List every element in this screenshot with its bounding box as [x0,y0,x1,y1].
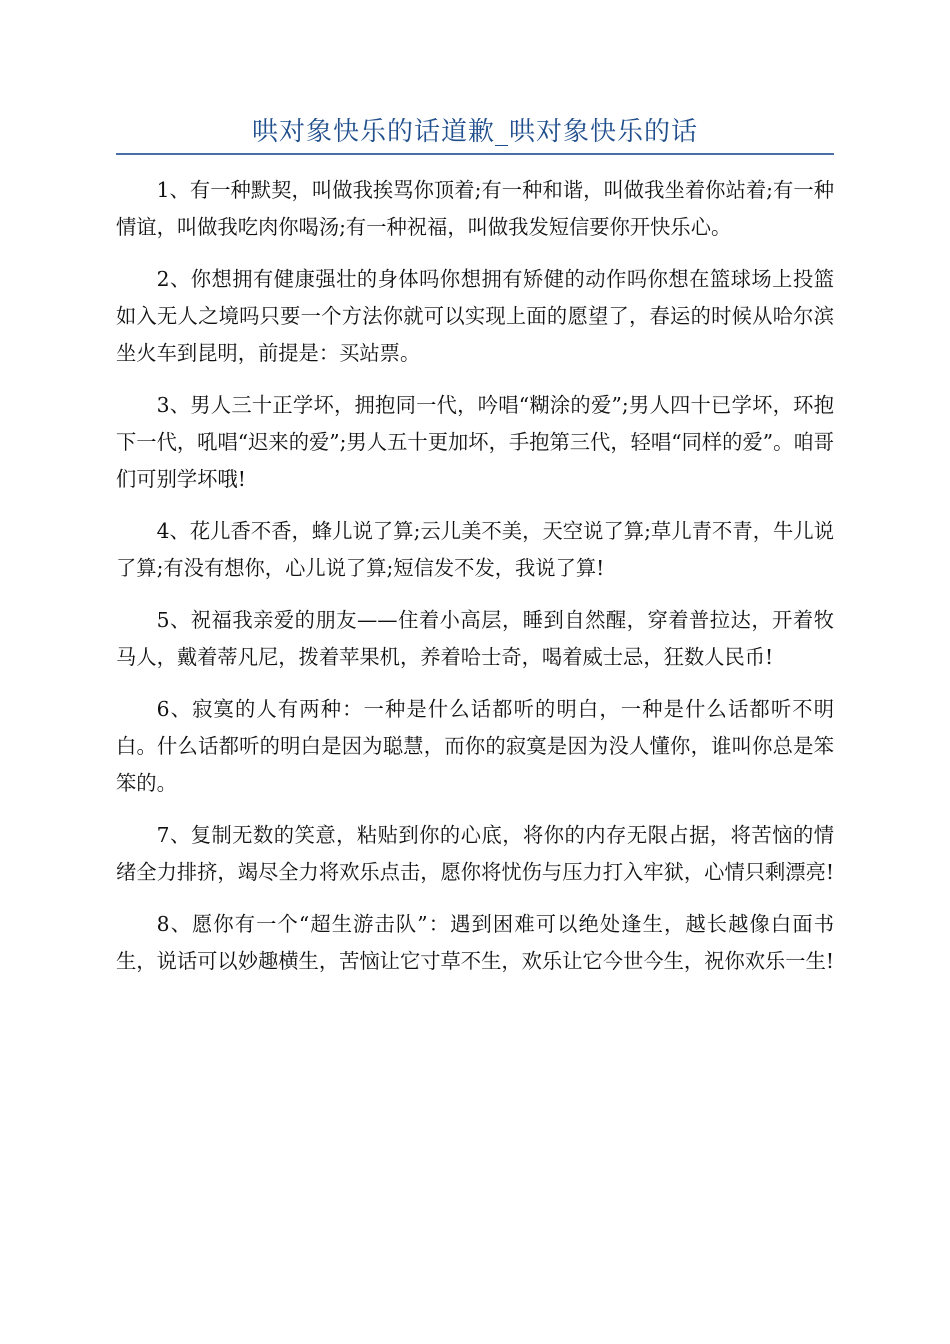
paragraph-2: 2、你想拥有健康强壮的身体吗你想拥有矫健的动作吗你想在篮球场上投篮如入无人之境吗只要一个方法你就可以实现上面的愿望了，春运的时候从哈尔滨坐火车到昆明，前提是：买站票。 [116,267,834,365]
paragraph-1: 1、有一种默契，叫做我挨骂你顶着;有一种和谐，叫做我坐着你站着;有一种情谊，叫做我吃肉你喝汤;有一种祝福，叫做我发短信要你开快乐心。 [116,178,834,239]
paragraph-8: 8、愿你有一个“超生游击队”：遇到困难可以绝处逢生，越长越像白面书生，说话可以妙趣横生，苦恼让它寸草不生，欢乐让它今世今生，祝你欢乐一生! [116,912,834,973]
paragraph-7: 7、复制无数的笑意，粘贴到你的心底，将你的内存无限占据，将苦恼的情绪全力排挤，竭尽全力将欢乐点击，愿你将忧伤与压力打入牢狱，心情只剩漂亮! [116,823,834,884]
document-body [116,172,834,995]
document-title: 哄对象快乐的话道歉_哄对象快乐的话 [251,117,698,147]
paragraph-4: 4、花儿香不香，蜂儿说了算;云儿美不美，天空说了算;草儿青不青，牛儿说了算;有没有想你，心儿说了算;短信发不发，我说了算! [116,519,834,580]
paragraph-5: 5、祝福我亲爱的朋友——住着小高层，睡到自然醒，穿着普拉达，开着牧马人，戴着蒂凡尼，拨着苹果机，养着哈士奇，喝着威士忌，狂数人民币! [116,608,834,669]
paragraph-3: 3、男人三十正学坏，拥抱同一代，吟唱“糊涂的爱”;男人四十已学坏，环抱下一代，吼唱“迟来的爱”;男人五十更加坏，手抱第三代，轻唱“同样的爱”。咱哥们可别学坏哦! [116,393,834,491]
title-underline [116,153,834,155]
paragraph-6: 6、寂寞的人有两种：一种是什么话都听的明白，一种是什么话都听不明白。什么话都听的明白是因为聪慧，而你的寂寞是因为没人懂你，谁叫你总是笨笨的。 [116,697,834,795]
